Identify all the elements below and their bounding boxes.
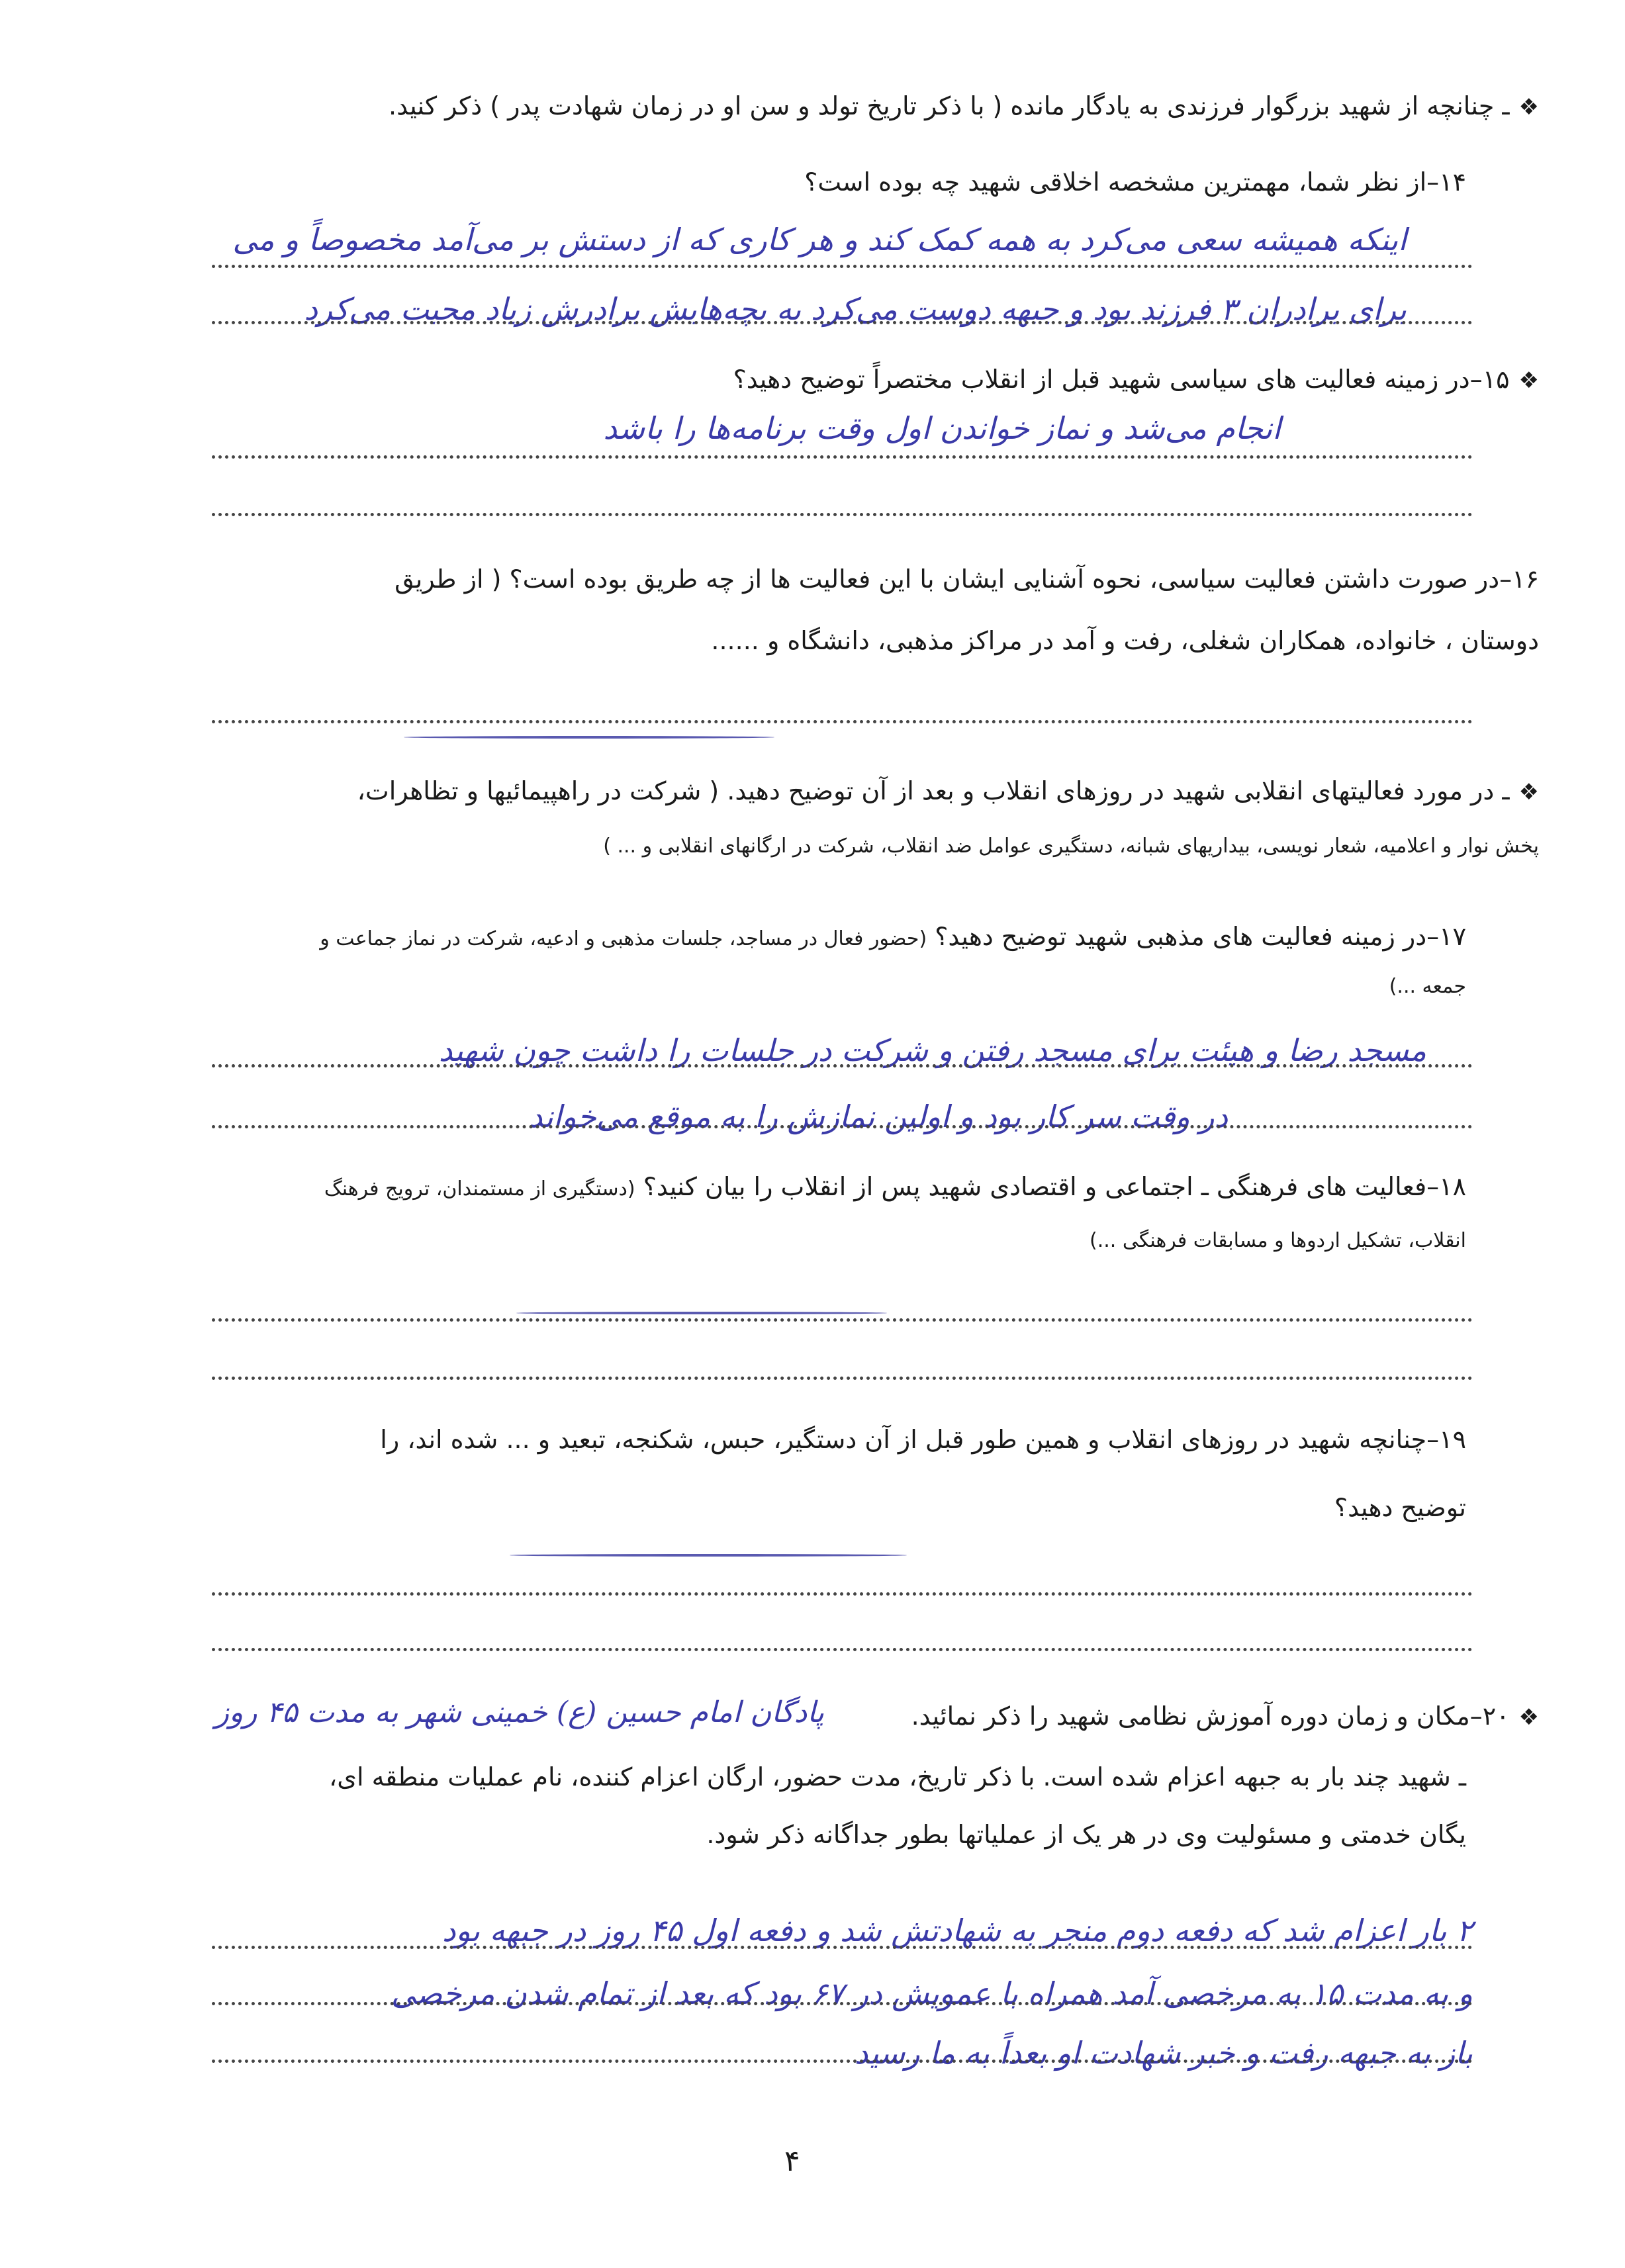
question-front: [10, 1760, 1466, 1852]
question-15: [83, 363, 1539, 396]
answer-line: [212, 265, 1473, 268]
handwritten-answer: و به مدت ۱۵ به مرخصی آمد همراه با عمویش در ۶۷ بود که بعد از تمام شدن مرخصی: [391, 1975, 1473, 2011]
question-text: ۱۷–در زمینه فعالیت های مذهبی شهید توضیح دهید؟: [935, 922, 1466, 951]
question-text: ـ در مورد فعالیتهای انقلابی شهید در روزهای انقلاب و بعد از آن توضیح دهید. ( شرکت در راهپیمائیها و تظاهرات،: [357, 776, 1510, 805]
question-17: [10, 920, 1466, 1001]
question-19: [10, 1423, 1466, 1525]
question-18: [10, 1170, 1466, 1255]
answer-line: [212, 1592, 1473, 1596]
handwritten-answer: مسجد رضا و هیئت برای مسجد رفتن و شرکت در جلسات را داشت چون شهید: [438, 1032, 1426, 1068]
question-revolution: [83, 774, 1539, 860]
handwritten-answer: باز به جبهه رفت و خبر شهادت او بعداً به ما رسید: [854, 2035, 1473, 2071]
handwritten-answer: در وقت سر کار بود و اولین نمازش را به موقع می‌خواند: [528, 1099, 1228, 1134]
question-16: [83, 563, 1539, 658]
answer-line: [212, 1377, 1473, 1380]
answer-line: [212, 1648, 1473, 1651]
question-hint: (دستگیری از مستمندان، ترویج فرهنگ: [324, 1177, 635, 1201]
question-14: [10, 165, 1466, 199]
handwritten-answer: اینکه همیشه سعی می‌کرد به همه کمک کند و هر کاری که از دستش بر می‌آمد مخصوصاً و می: [232, 222, 1407, 257]
answer-line: [212, 1318, 1473, 1322]
answer-line: [212, 455, 1473, 459]
question-text: ۱۴–از نظر شما، مهمترین مشخصه اخلاقی شهید چه بوده است؟: [804, 167, 1466, 197]
question-text: ۱۶–در صورت داشتن فعالیت سیاسی، نحوه آشنایی ایشان با این فعالیت ها از چه طریق بوده است؟ ( از طریق: [395, 565, 1539, 594]
handwritten-answer: برای برادران ۳ فرزند بود و جبهه دوست می‌کرد به بچه‌هایش برادرش زیاد محبت می‌کرد: [304, 291, 1407, 327]
question-hint: جمعه ...): [1389, 975, 1466, 999]
handwritten-answer: انجام می‌شد و نماز خواندن اول وقت برنامه‌ها را باشد: [603, 410, 1281, 446]
answer-line: [212, 513, 1473, 516]
question-text: ـ چنانچه از شهید بزرگوار فرزندی به یادگار مانده ( با ذکر تاریخ تولد و سن او در زمان شهادت پدر ) ذکر کنید.: [389, 91, 1510, 120]
pen-stroke: [516, 1312, 887, 1314]
question-text: ۲۰–مکان و زمان دوره آموزش نظامی شهید را ذکر نمائید.: [911, 1701, 1510, 1731]
diamond-bullet-icon: ❖: [1518, 779, 1539, 805]
page-number: ۴: [784, 2144, 800, 2178]
answer-line: [212, 720, 1473, 723]
diamond-bullet-icon: ❖: [1518, 367, 1539, 394]
answer-line: [212, 2002, 1473, 2005]
question-text: ۱۹–چنانچه شهید در روزهای انقلاب و همین طور قبل از آن دستگیر، حبس، شکنجه، تبعید و ... شده اند، را: [380, 1425, 1466, 1454]
question-text: دوستان ، خانواده، همکاران شغلی، رفت و آمد در مراکز مذهبی، دانشگاه و ......: [711, 626, 1539, 656]
diamond-bullet-icon: ❖: [1518, 1704, 1539, 1731]
answer-line: [212, 1064, 1473, 1067]
answer-line: [212, 321, 1473, 324]
answer-line: [212, 1125, 1473, 1128]
pen-stroke: [510, 1554, 907, 1557]
question-child: [83, 89, 1539, 123]
question-text: ـ شهید چند بار به جبهه اعزام شده است. با ذکر تاریخ، مدت حضور، ارگان اعزام کننده، نام عملیات منطقه ای،: [328, 1762, 1466, 1792]
question-text: پخش نوار و اعلامیه، شعار نویسی، بیداریهای شبانه، دستگیری عوامل ضد انقلاب، شرکت در ارگانهای انقلابی و ... ): [603, 835, 1539, 858]
question-text: ۱۵–در زمینه فعالیت های سیاسی شهید قبل از انقلاب مختصراً توضیح دهید؟: [733, 365, 1510, 394]
handwritten-answer: پادگان امام حسین (ع) خمینی شهر به مدت ۴۵ روز: [214, 1696, 824, 1729]
answer-line: [212, 1946, 1473, 1949]
handwritten-answer: ۲ بار اعزام شد که دفعه دوم منجر به شهادتش شد و دفعه اول ۴۵ روز در جبهه بود: [442, 1913, 1473, 1948]
pen-stroke: [404, 736, 774, 739]
question-text: ۱۸–فعالیت های فرهنگی ـ اجتماعی و اقتصادی شهید پس از انقلاب را بیان کنید؟: [643, 1172, 1466, 1201]
diamond-bullet-icon: ❖: [1518, 94, 1539, 120]
answer-line: [212, 2060, 1473, 2063]
question-hint: (حضور فعال در مساجد، جلسات مذهبی و ادعیه، شرکت در نماز جماعت و: [320, 927, 927, 950]
question-text: یگان خدمتی و مسئولیت وی در هر یک از عملیاتها بطور جداگانه ذکر شود.: [706, 1820, 1466, 1850]
question-text: توضیح دهید؟: [1334, 1493, 1466, 1523]
question-hint: انقلاب، تشکیل اردوها و مسابقات فرهنگی ...): [1089, 1229, 1466, 1253]
